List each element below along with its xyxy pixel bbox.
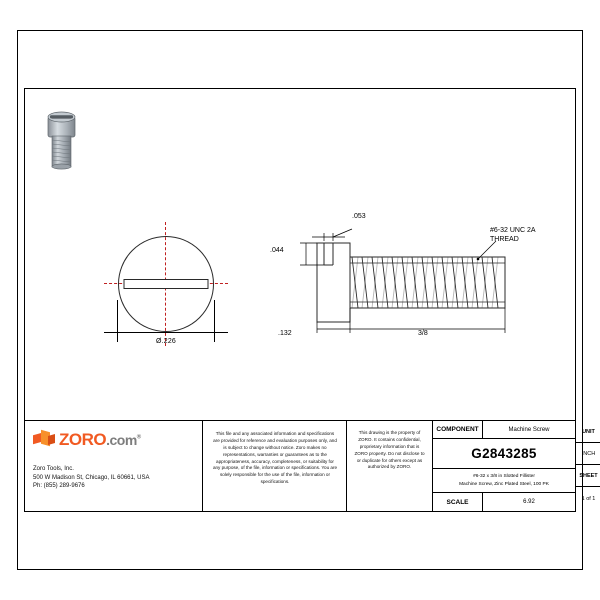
extension-line-right	[214, 300, 215, 342]
screw-iso-svg	[40, 105, 86, 185]
head-slot-svg	[118, 236, 214, 332]
title-block-company	[25, 421, 203, 511]
sheet-value: 1 of 1	[581, 496, 596, 502]
part-number: G2843285	[433, 439, 575, 469]
zoro-wordmark	[59, 430, 141, 450]
zoro-logo-mark-icon	[33, 429, 55, 451]
part-description-line-1: #6-32 x 3/8 in Slotted Fillister	[473, 473, 535, 479]
scale-label: SCALE	[433, 493, 483, 511]
zoro-dotcom-text: .com	[106, 432, 137, 448]
part-description-line-2: Machine Screw, Zinc Plated Steel, 100 PK	[459, 481, 549, 487]
zoro-logo	[33, 429, 196, 451]
thread-callout-line-2: THREAD	[490, 236, 519, 243]
dimension-thread-length: 3/8	[418, 330, 428, 337]
unit-value: INCH	[576, 443, 600, 465]
dimension-slot-depth: .044	[270, 247, 284, 254]
unit-sheet-column	[575, 421, 600, 511]
component-value: Machine Screw	[508, 426, 550, 433]
company-name: Zoro Tools, Inc.	[33, 466, 74, 472]
scale-value: 6.92	[523, 499, 535, 505]
unit-label: UNIT	[576, 421, 600, 443]
disclaimer-note: This file and any associated information and specifications are provided for reference and evaluation purposes only, and is subject to change without notice. Zoro makes no representations, warranties or guarantees as to the appropriateness, accuracy, completeness, or suitability for any purpose, of the file, information or specifications. You are solely responsible for the use of the file, information or specifications.	[204, 421, 347, 511]
scale-row	[433, 493, 575, 511]
dimension-slot-width: .053	[352, 213, 366, 220]
dimension-head-height: .132	[278, 330, 292, 337]
company-address: 500 W Madison St, Chicago, IL 60661, USA	[33, 474, 150, 481]
thread-callout-line-1: #6-32 UNC 2A	[490, 227, 536, 234]
company-phone: Ph: (855) 289-9676	[33, 483, 85, 490]
dimension-line	[104, 332, 228, 333]
end-view	[118, 236, 214, 332]
title-block	[24, 420, 598, 512]
part-description	[433, 469, 575, 493]
component-row	[433, 421, 575, 439]
zoro-word-text: ZORO	[59, 430, 107, 449]
dimension-head-diameter	[104, 338, 228, 345]
company-address-block	[33, 465, 196, 491]
isometric-screw-illustration	[40, 105, 86, 185]
dimension-head-diameter-value: Ø.226	[155, 338, 177, 345]
zoro-registered-mark: ®	[136, 434, 141, 441]
side-view-svg	[300, 225, 515, 340]
component-label: COMPONENT	[433, 421, 483, 438]
side-view	[270, 213, 536, 340]
title-block-right	[433, 421, 598, 511]
sheet-label: SHEET	[576, 465, 600, 487]
proprietary-note: This drawing is the property of ZORO. It contains confidential, proprietary information that is ZORO property. Do not disclose to or duplicate for others except as authorized by ZORO.	[347, 421, 433, 511]
extension-line-left	[117, 300, 118, 342]
